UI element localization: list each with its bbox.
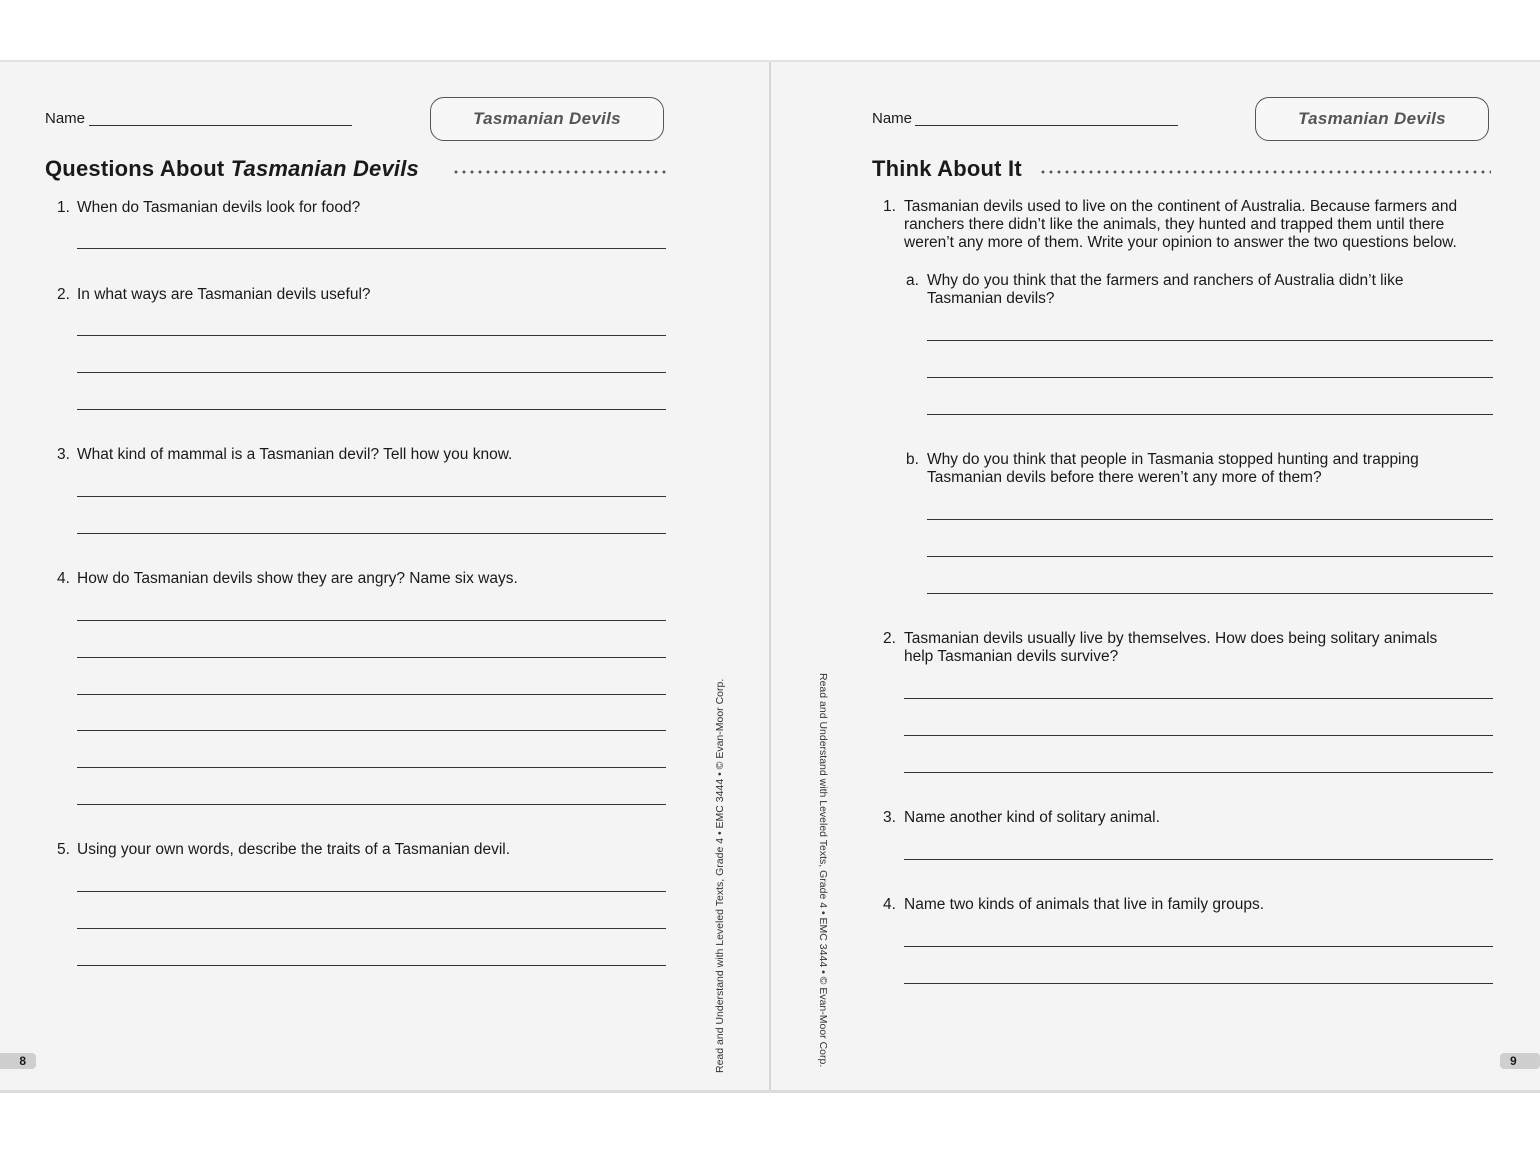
answer-line[interactable] [77, 804, 666, 805]
question-text: In what ways are Tasmanian devils useful? [77, 286, 371, 303]
question-text-line: help Tasmanian devils survive? [904, 648, 1119, 665]
name-label-text: Name [872, 110, 913, 127]
question-text: Using your own words, describe the traits of a Tasmanian devil. [77, 841, 511, 858]
answer-line[interactable] [77, 965, 666, 966]
answer-line[interactable] [77, 248, 666, 249]
answer-line[interactable] [77, 409, 666, 410]
answer-line[interactable] [77, 928, 666, 929]
question-1 [883, 197, 1503, 257]
heading-plain: Questions About [45, 156, 231, 181]
question-number: 4. [57, 570, 70, 587]
question-number: 1. [57, 199, 70, 216]
page-heading [872, 156, 1022, 182]
answer-line[interactable] [77, 694, 666, 695]
answer-line[interactable] [927, 414, 1493, 415]
question-text: Name two kinds of animals that live in family groups. [904, 896, 1265, 913]
answer-line[interactable] [77, 533, 666, 534]
name-field[interactable] [915, 125, 1178, 126]
question-number: 1. [883, 198, 896, 215]
question-text-line: Tasmanian devils before there weren’t any more of them? [927, 469, 1322, 486]
answer-line[interactable] [77, 730, 666, 731]
topic-tab-label: Tasmanian Devils [1298, 109, 1446, 128]
page-heading [45, 156, 419, 182]
answer-line[interactable] [904, 735, 1493, 736]
heading-dot-leader [452, 170, 668, 174]
question-text: When do Tasmanian devils look for food? [77, 199, 361, 216]
answer-line[interactable] [77, 767, 666, 768]
answer-line[interactable] [927, 519, 1493, 520]
heading-dot-leader [1039, 170, 1491, 174]
question-number: 5. [57, 841, 70, 858]
question-text-line: Tasmanian devils? [927, 290, 1055, 307]
page-number-text: 8 [19, 1054, 26, 1068]
question-1a [906, 271, 1506, 311]
left-page [0, 62, 769, 1090]
answer-line[interactable] [77, 372, 666, 373]
answer-line[interactable] [904, 983, 1493, 984]
question-text-line: Tasmanian devils usually live by themselves. How does being solitary animals [904, 630, 1438, 647]
question-text-line: weren’t any more of them. Write your opinion to answer the two questions below. [904, 234, 1457, 251]
page-number [0, 1053, 36, 1069]
heading-text: Think About It [872, 156, 1022, 181]
answer-line[interactable] [904, 946, 1493, 947]
copyright-credit: Read and Understand with Leveled Texts, Grade 4 • EMC 3444 • © Evan-Moor Corp. [714, 678, 726, 1073]
heading-italic: Tasmanian Devils [230, 156, 419, 181]
question-number: 2. [57, 286, 70, 303]
question-letter: a. [906, 272, 919, 289]
answer-line[interactable] [927, 556, 1493, 557]
name-field[interactable] [89, 125, 352, 126]
topic-tab [1255, 97, 1489, 141]
answer-line[interactable] [77, 657, 666, 658]
question-text: How do Tasmanian devils show they are angry? Name six ways. [77, 570, 518, 587]
answer-line[interactable] [927, 377, 1493, 378]
question-number: 3. [57, 446, 70, 463]
name-label [45, 110, 85, 127]
question-text-line: Why do you think that the farmers and ranchers of Australia didn’t like [927, 272, 1404, 289]
question-number: 2. [883, 630, 896, 647]
name-label [872, 110, 912, 127]
topic-tab [430, 97, 664, 141]
name-label-text: Name [45, 110, 86, 127]
answer-line[interactable] [904, 859, 1493, 860]
topic-tab-label: Tasmanian Devils [473, 109, 621, 128]
copyright-credit: Read and Understand with Leveled Texts, Grade 4 • EMC 3444 • © Evan-Moor Corp. [817, 673, 829, 1068]
page-number [1500, 1053, 1540, 1069]
answer-line[interactable] [77, 335, 666, 336]
page-number-text: 9 [1510, 1054, 1517, 1068]
question-1b [906, 450, 1506, 490]
question-number: 3. [883, 809, 896, 826]
answer-line[interactable] [77, 891, 666, 892]
question-text-line: Tasmanian devils used to live on the continent of Australia. Because farmers and [904, 198, 1458, 215]
answer-line[interactable] [927, 340, 1493, 341]
question-letter: b. [906, 451, 919, 468]
answer-line[interactable] [77, 620, 666, 621]
answer-line[interactable] [927, 593, 1493, 594]
answer-line[interactable] [77, 496, 666, 497]
book-spread [0, 60, 1540, 1093]
question-text: Name another kind of solitary animal. [904, 809, 1160, 826]
question-text-line: ranchers there didn’t like the animals, they hunted and trapped them until there [904, 216, 1445, 233]
question-number: 4. [883, 896, 896, 913]
question-2 [883, 629, 1503, 669]
question-text-line: Why do you think that people in Tasmania stopped hunting and trapping [927, 451, 1419, 468]
question-text: What kind of mammal is a Tasmanian devil? Tell how you know. [77, 446, 513, 463]
answer-line[interactable] [904, 772, 1493, 773]
right-page [771, 62, 1540, 1090]
answer-line[interactable] [904, 698, 1493, 699]
